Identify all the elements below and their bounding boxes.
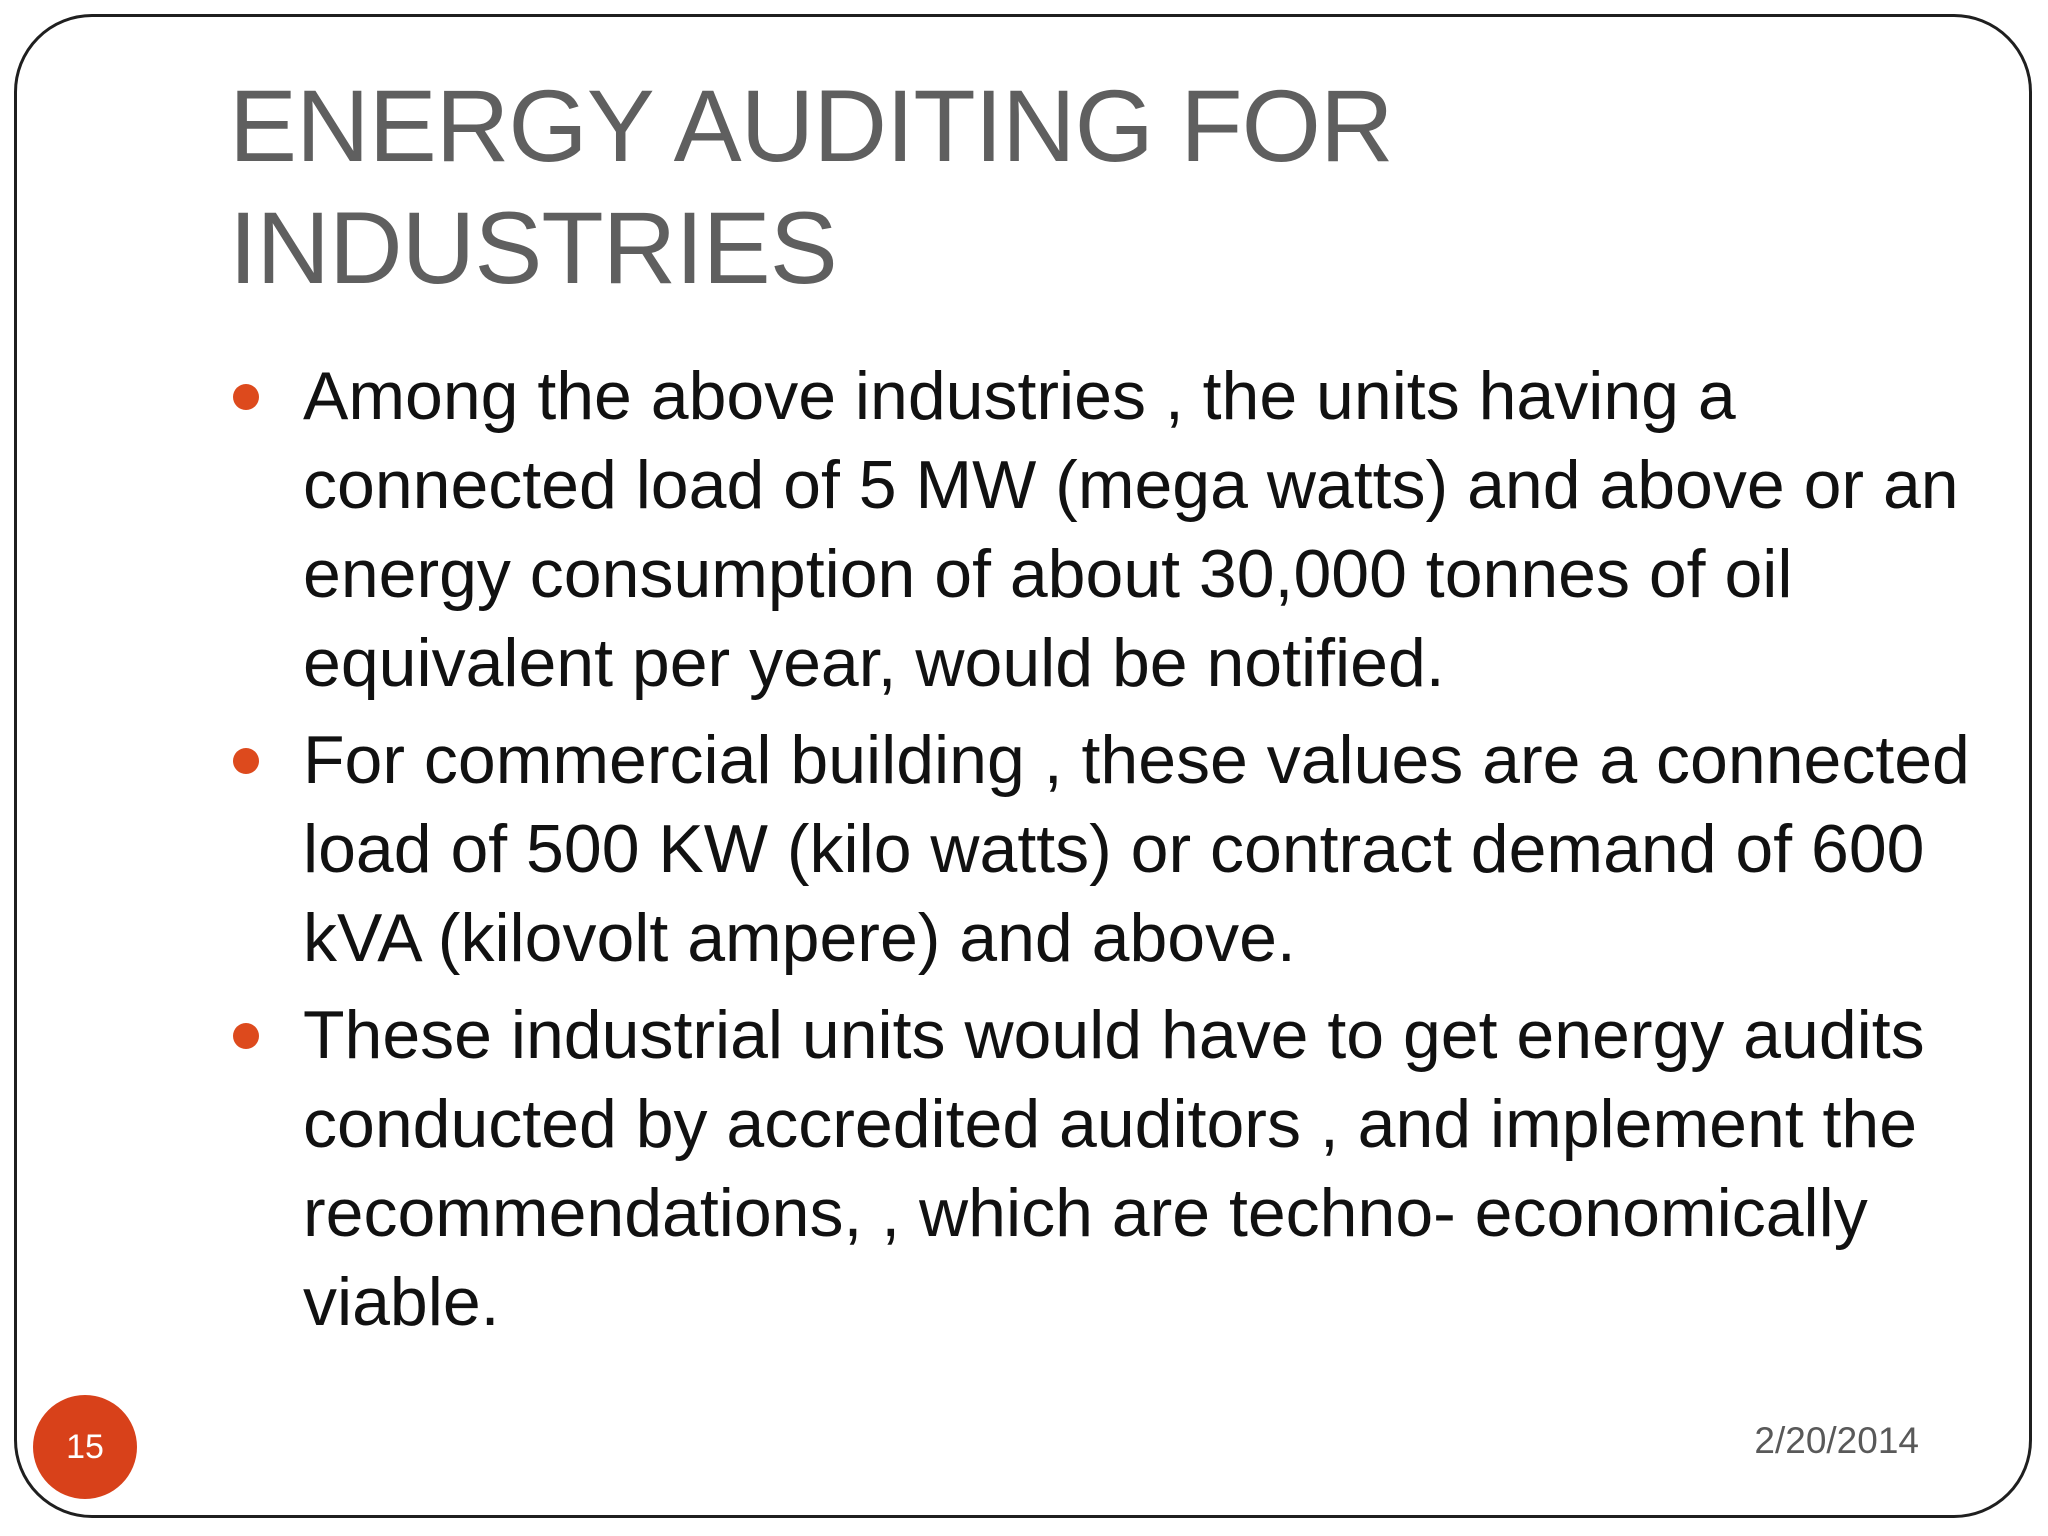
slide (14, 14, 2032, 1518)
bullet-dot-icon (233, 748, 259, 774)
bullet-item (229, 991, 1989, 1347)
bullet-list (229, 352, 1989, 1355)
slide-date: 2/20/2014 (1754, 1420, 1919, 1461)
bullet-dot-icon (233, 1023, 259, 1049)
bullet-text: These industrial units would have to get energy audits conducted by accredited auditors , and implement the recommendations, , which are techno- economically viable. (303, 997, 1925, 1340)
bullet-item (229, 352, 1989, 708)
bullet-item (229, 716, 1989, 983)
bullet-text: Among the above industries , the units having a connected load of 5 MW (mega watts) and above or an energy consumption of about 30,000 tonnes of oil equivalent per year, would be notified. (303, 358, 1959, 701)
page-number-badge: 15 (33, 1395, 137, 1499)
bullet-text: For commercial building , these values are a connected load of 500 KW (kilo watts) or contract demand of 600 kVA (kilovolt ampere) and above. (303, 722, 1970, 976)
slide-title: ENERGY AUDITING FOR INDUSTRIES (229, 69, 1393, 305)
bullet-dot-icon (233, 384, 259, 410)
